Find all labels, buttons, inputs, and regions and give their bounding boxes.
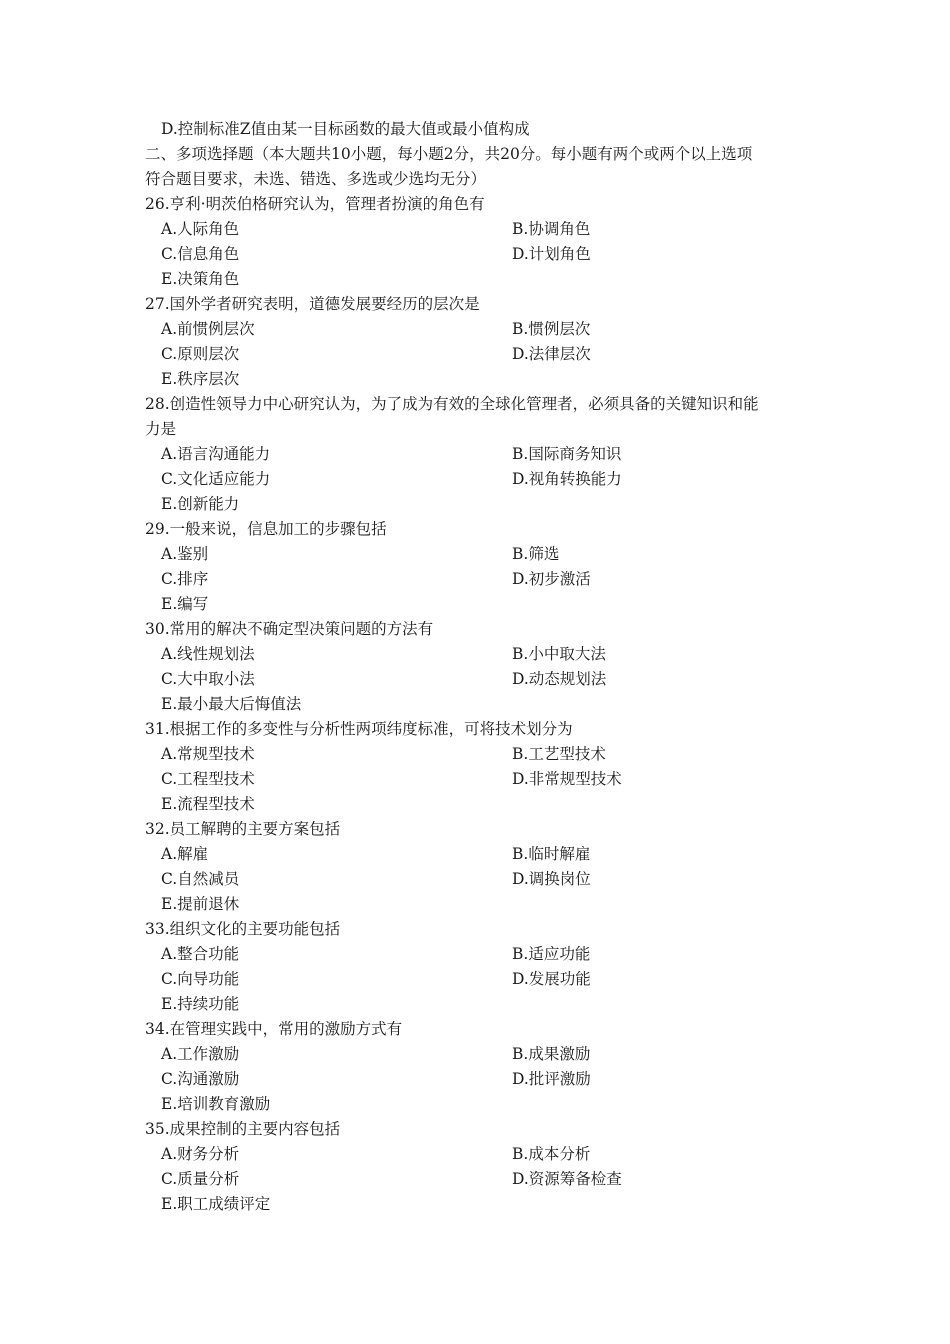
option-b: B.筛选 (512, 545, 560, 563)
option-c: C.质量分析 (161, 1170, 240, 1188)
option-b: B.成本分析 (512, 1145, 591, 1163)
option-b: B.适应功能 (512, 945, 591, 963)
option-d: D.非常规型技术 (512, 770, 622, 788)
option-a: A.常规型技术 (161, 745, 255, 763)
option-c: C.信息角色 (161, 245, 240, 263)
option-c: C.自然减员 (161, 870, 240, 888)
question-stem: 35.成果控制的主要内容包括 (145, 1120, 341, 1138)
option-b: B.协调角色 (512, 220, 591, 238)
option-b: B.工艺型技术 (512, 745, 606, 763)
option-a: A.人际角色 (161, 220, 240, 238)
question-stem: 29.一般来说，信息加工的步骤包括 (145, 520, 387, 538)
question-stem: 30.常用的解决不确定型决策问题的方法有 (145, 620, 434, 638)
option-e: E.最小最大后悔值法 (161, 695, 302, 713)
section-heading-cont: 符合题目要求，未选、错选、多选或少选均无分） (145, 170, 487, 188)
option-c: C.大中取小法 (161, 670, 255, 688)
option-b: B.小中取大法 (512, 645, 606, 663)
lead-option: D.控制标准Z值由某一目标函数的最大值或最小值构成 (161, 120, 530, 138)
option-b: B.临时解雇 (512, 845, 591, 863)
option-e: E.决策角色 (161, 270, 240, 288)
option-d: D.发展功能 (512, 970, 591, 988)
option-b: B.国际商务知识 (512, 445, 622, 463)
question-stem-cont: 力是 (145, 420, 177, 438)
option-c: C.原则层次 (161, 345, 240, 363)
option-b: B.成果激励 (512, 1045, 591, 1063)
option-e: E.流程型技术 (161, 795, 255, 813)
option-d: D.计划角色 (512, 245, 591, 263)
option-d: D.资源筹备检查 (512, 1170, 622, 1188)
option-e: E.职工成绩评定 (161, 1195, 271, 1213)
option-e: E.持续功能 (161, 995, 240, 1013)
option-c: C.排序 (161, 570, 209, 588)
option-e: E.秩序层次 (161, 370, 240, 388)
option-a: A.线性规划法 (161, 645, 255, 663)
question-stem: 26.亨利·明茨伯格研究认为，管理者扮演的角色有 (145, 195, 485, 213)
option-b: B.惯例层次 (512, 320, 591, 338)
option-a: A.语言沟通能力 (161, 445, 271, 463)
option-d: D.调换岗位 (512, 870, 591, 888)
option-a: A.前惯例层次 (161, 320, 255, 338)
option-a: A.整合功能 (161, 945, 240, 963)
option-c: C.工程型技术 (161, 770, 255, 788)
option-e: E.编写 (161, 595, 209, 613)
option-a: A.财务分析 (161, 1145, 240, 1163)
question-stem: 31.根据工作的多变性与分析性两项纬度标准，可将技术划分为 (145, 720, 573, 738)
question-stem: 34.在管理实践中，常用的激励方式有 (145, 1020, 403, 1038)
question-stem: 33.组织文化的主要功能包括 (145, 920, 341, 938)
option-d: D.动态规划法 (512, 670, 607, 688)
option-c: C.文化适应能力 (161, 470, 271, 488)
section-heading: 二、多项选择题（本大题共10小题，每小题2分，共20分。每小题有两个或两个以上选项 (145, 145, 753, 163)
option-e: E.创新能力 (161, 495, 240, 513)
question-stem: 32.员工解聘的主要方案包括 (145, 820, 341, 838)
option-c: C.向导功能 (161, 970, 240, 988)
option-d: D.批评激励 (512, 1070, 591, 1088)
option-e: E.培训教育激励 (161, 1095, 271, 1113)
question-stem: 27.国外学者研究表明，道德发展要经历的层次是 (145, 295, 480, 313)
option-d: D.初步激活 (512, 570, 591, 588)
option-d: D.视角转换能力 (512, 470, 622, 488)
option-a: A.解雇 (161, 845, 209, 863)
option-c: C.沟通激励 (161, 1070, 240, 1088)
question-stem: 28.创造性领导力中心研究认为，为了成为有效的全球化管理者，必须具备的关键知识和能 (145, 395, 759, 413)
option-e: E.提前退休 (161, 895, 240, 913)
option-a: A.鉴别 (161, 545, 209, 563)
option-a: A.工作激励 (161, 1045, 240, 1063)
option-d: D.法律层次 (512, 345, 591, 363)
